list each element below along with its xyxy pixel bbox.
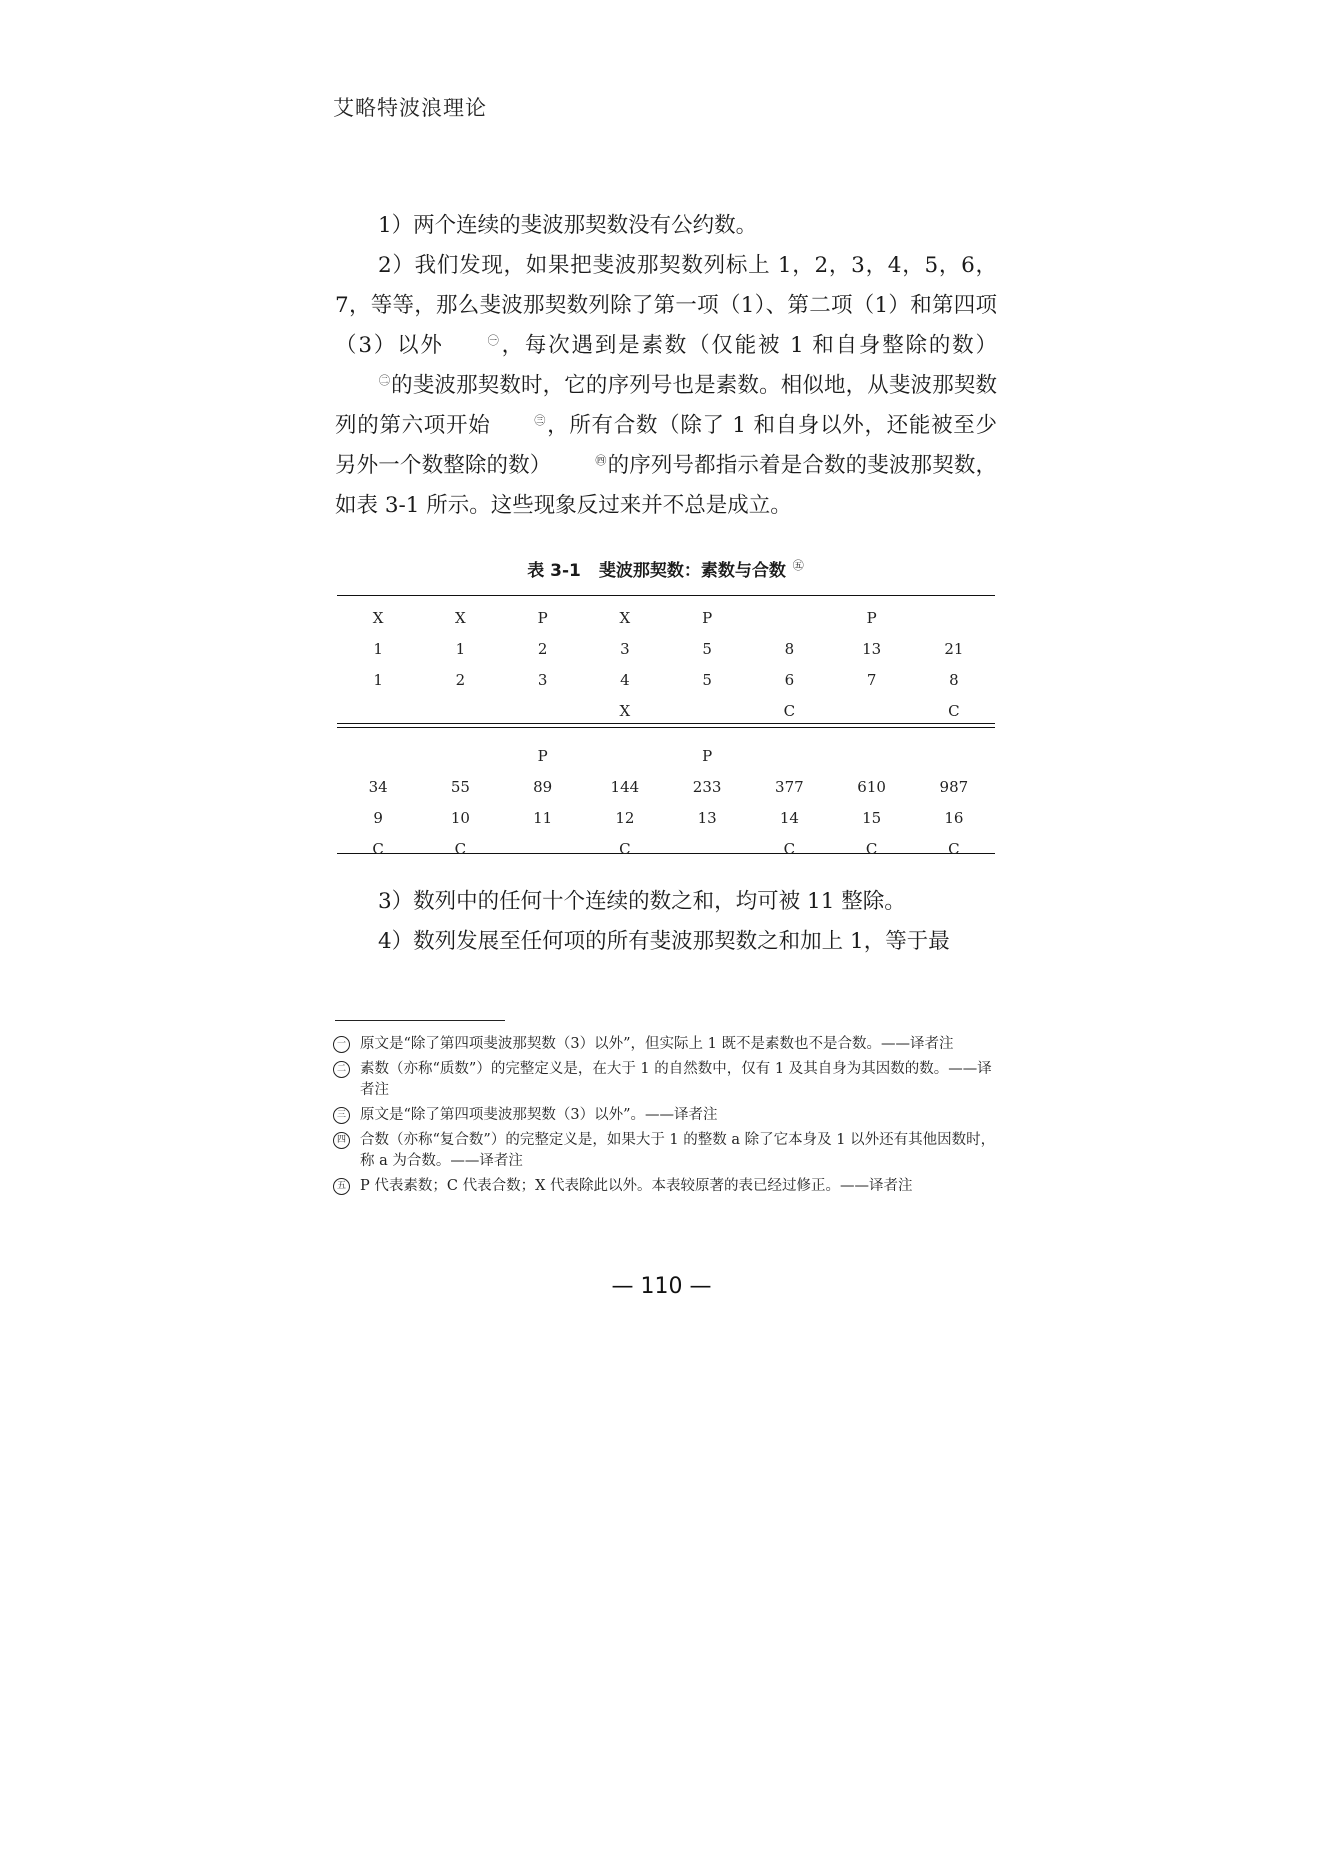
table-cell: C — [372, 839, 384, 858]
footnote-4-text: 合数（亦称“复合数”）的完整定义是，如果大于 1 的整数 a 除了它本身及 1 以外还有其他因数时，称 a 为合数。——译者注 — [360, 1132, 996, 1169]
table-row — [337, 695, 995, 726]
table-cell: 1 — [373, 639, 383, 658]
table-cell: P — [537, 608, 548, 627]
table-cell: X — [372, 608, 384, 627]
table-cell: 10 — [450, 808, 470, 827]
paragraph-2-part-5: 的序列号都指示着是合数的斐波那契数，如表 3-1 所示。这些现象反过来并不总是成立。 — [335, 453, 997, 518]
table-cell: X — [455, 608, 466, 627]
table-cell: 2 — [455, 670, 466, 689]
paragraph-2-part-1: 2）我们发现，如果把斐波那契数列标上 1，2，3，4，5，6，7，等等，那么斐波那契数列除了第一项（1）、第二项（1）和第四项（3）以外 — [335, 253, 997, 358]
table-cell — [913, 732, 995, 771]
paragraph-3: 3）数列中的任何十个连续的数之和，均可被 11 整除。 — [378, 889, 906, 914]
paragraph-2-part-4: ，所有合数（除了 1 和自身以外，还能被至少另外一个数整除的数） — [335, 413, 997, 478]
table-cell — [748, 732, 830, 771]
footnote-5 — [333, 1176, 1003, 1197]
table-cell — [502, 833, 584, 864]
table-cell: 4 — [620, 670, 630, 689]
table-cell: 13 — [697, 808, 717, 827]
table-cell — [748, 594, 830, 633]
paragraph-2-part-3: 的斐波那契数时，它的序列号也是素数。相似地，从斐波那契数列的第六项开始 — [335, 373, 997, 438]
table-caption: 表 3-1 斐波那契数：素数与合数 ㊄ — [527, 559, 804, 581]
table-cell: 8 — [784, 639, 795, 658]
table-cell: P — [702, 746, 713, 765]
table-cell — [337, 732, 419, 771]
table-cell: 21 — [944, 639, 964, 658]
table-caption-text: 斐波那契数：素数与合数 — [598, 561, 786, 581]
table-cell: 1 — [373, 670, 383, 689]
footnote-4-mark: 四 — [333, 1132, 350, 1149]
table-cell: 7 — [866, 670, 877, 689]
table-cell: X — [619, 608, 631, 627]
table-cell: C — [948, 701, 960, 720]
fibonacci-table — [337, 594, 995, 864]
table-row — [337, 802, 995, 833]
paragraph-1: 1）两个连续的斐波那契数没有公约数。 — [378, 213, 758, 238]
table-cell: 233 — [692, 777, 722, 796]
table-caption-label: 表 3-1 — [527, 561, 581, 581]
table-cell: 3 — [620, 639, 630, 658]
footnotes — [333, 1034, 1003, 1201]
paragraph-4: 4）数列发展至任何项的所有斐波那契数之和加上 1，等于最 — [378, 929, 950, 954]
table-cell: C — [865, 839, 878, 858]
paragraph-2: 2）我们发现，如果把斐波那契数列标上 1，2，3，4，5，6，7，等等，那么斐波那契数列除了第一项（1）、第二项（1）和第四项（3）以外 ㊀，每次遇到是素数（仅能被 1 和自身整除的数）㊁的斐波那契数时，它的序列号也是素数。相似地，从斐波那契数列的第六项开始 ㊂，所有合数（除了 1 和自身以外，还能被至少另外一个数整除的数） ㊃的序列号都指示着是合数的斐波那契数，如表 3-1 所示。这些现象反过来并不总是成立。 — [335, 253, 997, 518]
table-cell: 9 — [373, 808, 383, 827]
table-cell: 144 — [610, 777, 640, 796]
after-text — [335, 882, 997, 962]
intro-text — [335, 206, 997, 526]
table-cell: 610 — [857, 777, 886, 796]
table-cell — [337, 695, 419, 726]
table-cell — [502, 695, 584, 726]
footnote-2 — [333, 1059, 1003, 1101]
table-row — [337, 833, 995, 864]
table-cell — [419, 695, 501, 726]
footnote-2-mark: 二 — [333, 1061, 350, 1078]
running-header: 艾略特波浪理论 — [333, 96, 487, 120]
table-cell: 89 — [533, 777, 553, 796]
table-cell: C — [783, 701, 796, 720]
footnote-2-text: 素数（亦称“质数”）的完整定义是，在大于 1 的自然数中，仅有 1 及其自身为其因数的数。——译者注 — [360, 1061, 992, 1098]
table-cell: 15 — [862, 808, 882, 827]
table-row — [337, 594, 995, 633]
table-cell: 6 — [784, 670, 795, 689]
table-cell: 16 — [944, 808, 964, 827]
table-cell: 13 — [862, 639, 882, 658]
page-number: — 110 — — [611, 1274, 712, 1299]
footnote-5-text: P 代表素数；C 代表合数；X 代表除此以外。本表较原著的表已经过修正。——译者注 — [360, 1178, 913, 1194]
footnote-4 — [333, 1130, 1003, 1172]
table-cell — [666, 695, 748, 726]
table-cell: P — [537, 746, 548, 765]
table-cell: P — [866, 608, 877, 627]
footnote-3 — [333, 1105, 1003, 1126]
table-row — [337, 664, 995, 695]
table-cell: 11 — [533, 808, 553, 827]
table-cell — [831, 695, 913, 726]
table-cell: P — [702, 608, 713, 627]
table-cell: 12 — [615, 808, 635, 827]
table-cell: 5 — [702, 639, 712, 658]
table-cell: 2 — [537, 639, 548, 658]
table-cell: 14 — [779, 808, 799, 827]
table-cell — [913, 594, 995, 633]
footnote-3-text: 原文是“除了第四项斐波那契数（3）以外”。——译者注 — [360, 1107, 718, 1123]
table-cell: C — [783, 839, 796, 858]
table-cell: X — [619, 701, 631, 720]
table-cell: 1 — [455, 639, 466, 658]
table-cell: 8 — [949, 670, 959, 689]
footnote-5-mark: 五 — [333, 1178, 350, 1195]
table-row — [337, 771, 995, 802]
footnote-3-mark: 三 — [333, 1107, 350, 1124]
table-cell — [666, 833, 748, 864]
table-cell: C — [948, 839, 960, 858]
table-cell: C — [619, 839, 631, 858]
table-row — [337, 732, 995, 771]
footnote-1-text: 原文是“除了第四项斐波那契数（3）以外”，但实际上 1 既不是素数也不是合数。——译者注 — [360, 1036, 954, 1052]
paragraph-2-part-2: ，每次遇到是素数（仅能被 1 和自身整除的数） — [499, 333, 997, 358]
table-cell: 3 — [537, 670, 548, 689]
footnote-1 — [333, 1034, 1003, 1055]
table-row — [337, 633, 995, 664]
table-cell — [831, 732, 913, 771]
table-cell — [584, 732, 666, 771]
table-cell: 55 — [450, 777, 470, 796]
footnote-1-mark: 一 — [333, 1036, 350, 1053]
table-cell: 987 — [939, 777, 969, 796]
table-cell: C — [454, 839, 467, 858]
table-cell: 34 — [368, 777, 388, 796]
table-cell: 5 — [702, 670, 712, 689]
table-cell: 377 — [775, 777, 804, 796]
footnote-rule — [335, 1020, 505, 1021]
table-cell — [419, 732, 501, 771]
